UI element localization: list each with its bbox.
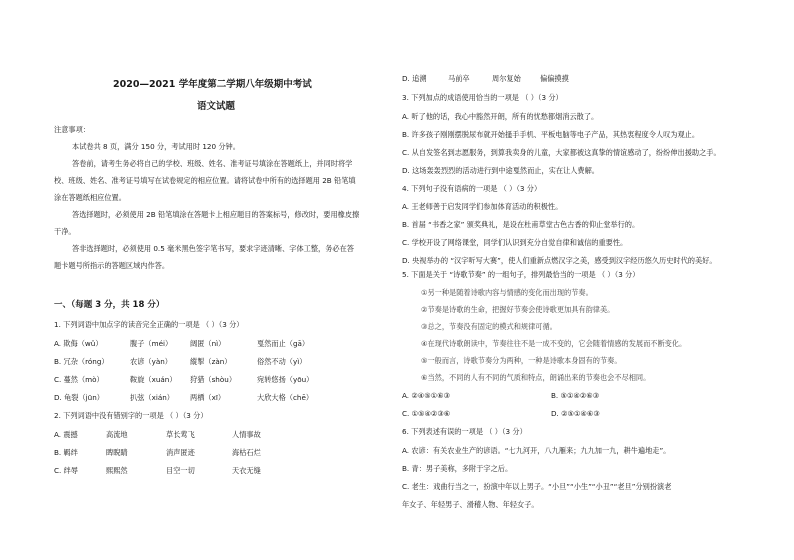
q2-option: 目空一切: [166, 466, 195, 475]
q2-option: C. 绊辱: [54, 466, 78, 475]
q5-item: ①另一种是随着诗歌内容与情感的变化而出现的节奏。: [421, 288, 593, 297]
q4-option: C. 学校开设了网络课堂，同学们认识到充分自觉自律和诚信的重要性。: [402, 238, 628, 247]
q2-option: 海枯石烂: [232, 448, 261, 457]
q1-option: B. 冗杂（róng）: [54, 357, 109, 366]
q2-option: 高流地: [106, 430, 128, 439]
q1-option: 宛转悠扬（yōu）: [257, 375, 314, 384]
section-heading: 一、（每题 3 分，共 18 分）: [54, 300, 165, 310]
q5-item: ④在现代诗歌朗读中，节奏往往不是一成不变的，它会随着情感的发展而不断变化。: [421, 339, 687, 348]
q1-option: 扒弦（xián）: [130, 393, 174, 402]
q3-stem: 3. 下列加点的成语使用恰当的一项是 （ ）（3 分）: [402, 93, 563, 102]
q1-option: D. 龟裂（jūn）: [54, 393, 104, 402]
q2-option: 周尔复始: [492, 74, 521, 83]
q5-option: C. ①⑤④②③⑥: [402, 409, 451, 418]
q2-option: 消声匿迹: [166, 448, 195, 457]
q1-option: 两栖（xī）: [190, 393, 226, 402]
q2-stem: 2. 下列词语中没有错别字的一项是 （ ）（3 分）: [54, 411, 208, 420]
q2-option: 睥睨睛: [106, 448, 128, 457]
q4-option: B. 首届 “书香之家” 颁奖典礼，是设在杜甫草堂古色古香的仰止堂举行的。: [402, 220, 640, 229]
q2-option: 天衣无缝: [232, 466, 261, 475]
q1-option: 农谚（yàn）: [130, 357, 172, 366]
note-line: 干净。: [54, 227, 76, 236]
q1-option: C. 蔓然（mò）: [54, 375, 104, 384]
q5-item: ②节奏是诗歌的生命，把握好节奏会使诗歌更加具有韵律美。: [421, 305, 615, 314]
q2-option: 人情事故: [232, 430, 261, 439]
q3-option: D. 这场轰轰烈烈的活动进行到中途戛然而止，实在让人费解。: [402, 166, 599, 175]
q2-option: 马前卒: [448, 74, 470, 83]
exam-subtitle: 语文试题: [197, 101, 236, 112]
q2-option: A. 震撼: [54, 430, 78, 439]
q1-option: 鞍旋（xuán）: [130, 375, 177, 384]
q1-option: 俗然不动（yì）: [257, 357, 307, 366]
q6-stem: 6. 下列表述有误的一项是 （ ）（3 分）: [402, 427, 527, 436]
q1-option: 阔匿（nì）: [190, 339, 226, 348]
notes-title: 注意事项：: [54, 125, 90, 134]
note-line: 答卷前，请考生务必将自己的学校、班级、姓名、准考证号填涂在答题纸上，并同时将学: [72, 159, 353, 168]
q5-item: ⑥当然，不同的人有不同的气质和特点，朗诵出来的节奏也会不尽相同。: [421, 373, 651, 382]
q1-option: 縱掣（zàn）: [190, 357, 232, 366]
q2-option: D. 追溯: [402, 74, 427, 83]
q2-option: B. 羁绊: [54, 448, 78, 457]
note-line: 本试卷共 8 页，满分 150 分，考试用时 120 分钟。: [72, 142, 240, 151]
note-line: 题卡题号所指示的答题区域内作答。: [54, 261, 170, 270]
q3-option: B. 许多孩子刚刚摆脱尿布就开始搔手手机、平板电脑等电子产品，其热衷程度令人叹为观止。: [402, 130, 700, 139]
q6-option: A. 农谚：有关农业生产的谚语。“七九河开，八九雁来；九九加一九，耕牛遍地走”。: [402, 446, 671, 455]
q2-option: 草长莺飞: [166, 430, 195, 439]
q3-option: A. 听了他的话，我心中豁然开朗，所有的忧愁都烟消云散了。: [402, 112, 599, 121]
q2-option: 熙熙然: [106, 466, 128, 475]
note-line: 答选择题时，必须使用 2B 铅笔填涂在答题卡上相应题目的答案标号，修改时，要用橡皮擦: [72, 210, 360, 219]
note-line: 答非选择题时，必须使用 0.5 毫米黑色签字笔书写，要求字迹清晰、字体工整，务必在答: [72, 244, 354, 253]
q1-option: 大欣大格（chē）: [257, 393, 314, 402]
q1-option: 戛然而止（gā）: [257, 339, 310, 348]
q1-option: 狩猎（shòu）: [190, 375, 237, 384]
q4-option: A. 王老师善于启发同学们参加体育活动的积极性。: [402, 202, 563, 211]
note-line: 涂在答题纸相应位置。: [54, 193, 126, 202]
q5-option: D. ②⑤①④⑥③: [551, 409, 600, 418]
q5-item: ③总之，节奏没有固定的模式和规律可循。: [421, 322, 557, 331]
q6-option: C. 老生：戏曲行当之一，扮演中年以上男子。“小旦”“小生”“小丑”“老旦”分别扮演老: [402, 482, 672, 491]
q5-item: ⑤一般而言，诗歌节奏分为两种，一种是诗歌本身固有的节奏。: [421, 356, 622, 365]
note-line: 校、班级、姓名、准考证号填写在试卷规定的相应位置。请将试卷中所有的选择题用 2B 铅笔填: [54, 176, 356, 185]
q1-option: A. 欺侮（wǔ）: [54, 339, 103, 348]
q5-stem: 5. 下面是关于 “诗歌节奏” 的一组句子，排列最恰当的一项是 （ ）（3 分）: [402, 270, 640, 279]
q6-option: B. 青：男子美称，多附于字之后。: [402, 464, 513, 473]
q3-option: C. 从自发签名到志愿服务，到算我卖身的儿童，大家都被这真挚的情谊感动了，纷纷伸出援助之手。: [402, 148, 721, 157]
q5-option: A. ②④⑤①⑥③: [402, 391, 451, 400]
q5-option: B. ⑤①④②⑥③: [551, 391, 600, 400]
q4-option: D. 央视举办的 “汉字听写大赛”，使人们重新点燃汉字之美，感受到汉字经历悠久历史时代的美好。: [402, 256, 717, 265]
q6-option-cont: 年女子、年轻男子、滑稽人物、年轻女子。: [402, 500, 539, 509]
q1-stem: 1. 下列词语中加点字的读音完全正确的一项是 （ ）（3 分）: [54, 320, 244, 329]
q4-stem: 4. 下列句子没有语病的一项是 （ ）（3 分）: [402, 184, 542, 193]
q1-option: 腹子（méi）: [130, 339, 173, 348]
exam-title: 2020—2021 学年度第二学期八年级期中考试: [113, 79, 312, 90]
q2-option: 偏偏摸摸: [540, 74, 569, 83]
